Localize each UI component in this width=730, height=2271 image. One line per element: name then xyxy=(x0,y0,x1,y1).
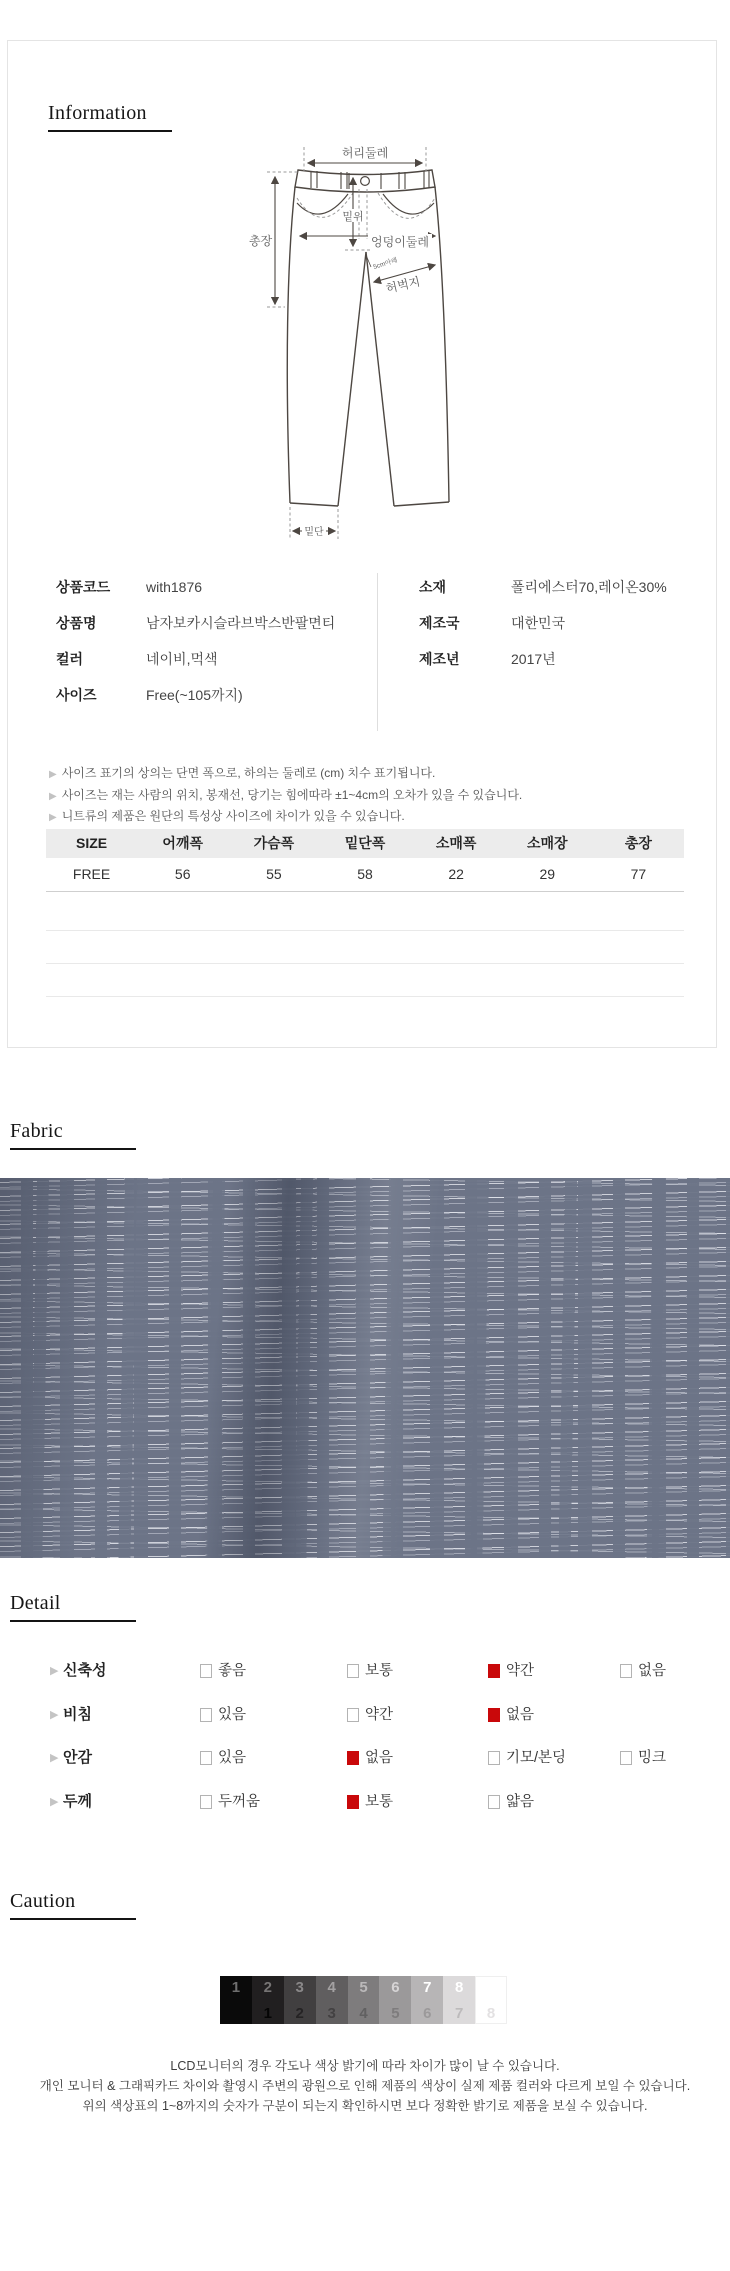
checkbox-icon xyxy=(488,1795,500,1809)
information-section xyxy=(7,40,717,1048)
size-table-cell: 22 xyxy=(448,866,464,882)
spec-label: 사이즈 xyxy=(56,687,97,703)
grayscale-cell xyxy=(284,1976,316,2024)
diagram-total-length-label: 총장 xyxy=(249,234,273,248)
spec-row xyxy=(56,649,376,669)
triangle-bullet-icon: ▶ xyxy=(50,1752,59,1764)
caution-note: LCD모니터의 경우 각도나 색상 밝기에 따라 차이가 많이 날 수 있습니다. xyxy=(170,2059,560,2073)
size-table-cell: 56 xyxy=(174,866,191,882)
detail-option-label: 보통 xyxy=(365,1794,394,1810)
detail-option-label: 없음 xyxy=(638,1663,667,1679)
spec-row xyxy=(419,649,709,669)
detail-option-label: 밍크 xyxy=(638,1750,667,1766)
detail-row-label: 비침 xyxy=(63,1706,92,1723)
grayscale-bottom-number: 8 xyxy=(486,2005,496,2022)
triangle-bullet-icon: ▶ xyxy=(49,812,57,823)
size-table-header-cell: 소매폭 xyxy=(435,835,477,851)
size-table-cell: FREE xyxy=(72,866,111,882)
spec-row xyxy=(419,613,709,633)
spec-value: 폴리에스터70,레이온30% xyxy=(511,579,667,595)
grayscale-cell xyxy=(316,1976,348,2024)
spec-label: 상품코드 xyxy=(56,579,111,595)
checkbox-icon xyxy=(347,1751,359,1765)
size-table-header-cell: 어깨폭 xyxy=(162,835,203,851)
checkbox-icon xyxy=(200,1708,212,1722)
grayscale-cell xyxy=(348,1976,380,2024)
detail-row xyxy=(0,1747,730,1769)
caution-note: 개인 모니터 & 그래픽카드 차이와 촬영시 주변의 광원으로 인해 제품의 색상이 실제 제품 컬러와 다르게 보일 수 있습니다. xyxy=(39,2079,691,2093)
size-table-cell: 55 xyxy=(266,866,282,882)
fabric-heading: Fabric xyxy=(10,1120,136,1150)
grayscale-calibration-bar xyxy=(220,1976,507,2024)
grayscale-cell xyxy=(379,1976,411,2024)
size-note xyxy=(49,806,405,826)
detail-option-label: 약간 xyxy=(365,1707,394,1723)
grayscale-cell xyxy=(220,1976,252,2024)
triangle-bullet-icon: ▶ xyxy=(49,769,57,780)
detail-option-label: 기모/본딩 xyxy=(506,1750,567,1766)
grayscale-top-number: 7 xyxy=(423,1979,432,1996)
size-table-empty-row xyxy=(46,964,684,997)
spec-value: 대한민국 xyxy=(511,615,566,631)
caution-note: 위의 색상표의 1~8까지의 숫자가 구분이 되는지 확인하시면 보다 정확한 밝기로 제품을 보실 수 있습니다. xyxy=(82,2099,648,2113)
grayscale-bottom-number: 5 xyxy=(391,2005,400,2022)
size-note xyxy=(49,763,435,783)
detail-row xyxy=(0,1704,730,1726)
grayscale-top-number: 4 xyxy=(327,1979,336,1996)
grayscale-bottom-number: 1 xyxy=(263,2005,272,2022)
grayscale-bottom-number: 6 xyxy=(423,2005,432,2022)
spec-row xyxy=(56,577,376,597)
checkbox-icon xyxy=(488,1751,500,1765)
grayscale-top-number: 1 xyxy=(231,1979,241,1996)
spec-row xyxy=(56,613,376,633)
size-table-row xyxy=(46,858,684,892)
pants-measurement-diagram xyxy=(241,91,466,561)
size-table-header-cell: 소매장 xyxy=(526,835,568,851)
spec-value: Free(~105까지) xyxy=(146,687,243,703)
detail-row-label: 신축성 xyxy=(63,1662,107,1679)
checkbox-icon xyxy=(347,1708,359,1722)
diagram-thigh-label: 허벅지 xyxy=(384,274,422,296)
detail-option-label: 보통 xyxy=(365,1663,394,1679)
grayscale-cell xyxy=(411,1976,443,2024)
diagram-5cm-label: 5cm아래 xyxy=(372,256,399,271)
detail-option-label: 얇음 xyxy=(506,1794,535,1810)
size-table-header-cell: 가슴폭 xyxy=(253,835,295,851)
spec-value: 네이비,먹색 xyxy=(146,651,218,667)
size-table-cell: 29 xyxy=(539,866,556,882)
grayscale-top-number: 5 xyxy=(359,1979,368,1996)
spec-row xyxy=(419,577,709,597)
grayscale-bottom-number: 3 xyxy=(327,2005,336,2022)
checkbox-icon xyxy=(620,1751,632,1765)
grayscale-cell xyxy=(443,1976,475,2024)
detail-option-label: 있음 xyxy=(218,1750,247,1766)
detail-option-label: 좋음 xyxy=(218,1663,247,1679)
checkbox-icon xyxy=(488,1708,500,1722)
spec-value: 남자보카시슬라브박스반팔면티 xyxy=(146,615,336,631)
detail-heading: Detail xyxy=(10,1592,136,1622)
spec-label: 소재 xyxy=(419,579,447,595)
checkbox-icon xyxy=(488,1664,500,1678)
detail-row-label: 두께 xyxy=(63,1793,92,1810)
detail-option-label: 있음 xyxy=(218,1707,247,1723)
grayscale-top-number: 6 xyxy=(391,1979,400,1996)
detail-row xyxy=(0,1791,730,1813)
diagram-waist-label: 허리둘레 xyxy=(341,146,389,160)
spec-value: with1876 xyxy=(146,579,203,595)
grayscale-top-number: 8 xyxy=(455,1979,464,1996)
size-note xyxy=(49,785,522,805)
checkbox-icon xyxy=(200,1664,212,1678)
size-table-header-cell: 밑단폭 xyxy=(344,835,386,851)
spec-divider xyxy=(377,573,378,731)
information-heading: Information xyxy=(48,102,172,132)
checkbox-icon xyxy=(200,1795,212,1809)
checkbox-icon xyxy=(347,1664,359,1678)
spec-row xyxy=(56,685,376,705)
grayscale-bottom-number: 7 xyxy=(455,2005,464,2022)
size-table xyxy=(46,829,684,997)
checkbox-icon xyxy=(620,1664,632,1678)
size-note-text: 사이즈 표기의 상의는 단면 폭으로, 하의는 둘레로 (cm) 치수 표기됩니다. xyxy=(61,766,436,780)
size-table-empty-row xyxy=(46,931,684,964)
grayscale-top-number: 2 xyxy=(263,1979,272,1996)
spec-value: 2017년 xyxy=(511,651,556,667)
size-table-cell: 58 xyxy=(357,866,373,882)
detail-row xyxy=(0,1660,730,1682)
detail-option-label: 없음 xyxy=(365,1750,394,1766)
size-table-cell: 77 xyxy=(630,866,647,882)
size-note-text: 사이즈는 재는 사람의 위치, 봉재선, 당기는 힘에따라 ±1~4cm의 오차가 있을 수 있습니다. xyxy=(61,788,523,802)
spec-label: 제조년 xyxy=(419,651,460,667)
triangle-bullet-icon: ▶ xyxy=(49,791,57,802)
triangle-bullet-icon: ▶ xyxy=(50,1796,59,1808)
diagram-hem-label: 밑단 xyxy=(304,527,324,538)
detail-option-label: 두꺼움 xyxy=(218,1794,261,1810)
grayscale-bottom-number: 2 xyxy=(295,2005,304,2022)
diagram-rise-label: 밑위 xyxy=(342,211,364,223)
size-table-header-cell: SIZE xyxy=(76,835,108,851)
spec-label: 제조국 xyxy=(419,615,460,631)
checkbox-icon xyxy=(200,1751,212,1765)
fabric-photo xyxy=(0,1178,730,1558)
detail-option-label: 약간 xyxy=(506,1663,535,1679)
detail-option-label: 없음 xyxy=(506,1707,535,1723)
size-table-header xyxy=(46,829,684,858)
diagram-hip-label: 엉덩이둘레 xyxy=(371,235,429,249)
detail-row-label: 안감 xyxy=(63,1749,92,1766)
grayscale-bottom-number: 4 xyxy=(359,2005,368,2022)
caution-heading: Caution xyxy=(10,1890,136,1920)
size-table-header-cell: 총장 xyxy=(624,835,652,851)
triangle-bullet-icon: ▶ xyxy=(50,1665,59,1677)
size-note-text: 니트류의 제품은 원단의 특성상 사이즈에 차이가 있을 수 있습니다. xyxy=(61,809,405,823)
grayscale-cell xyxy=(252,1976,284,2024)
triangle-bullet-icon: ▶ xyxy=(50,1709,59,1721)
checkbox-icon xyxy=(347,1795,359,1809)
spec-label: 상품명 xyxy=(56,615,97,631)
size-table-empty-row xyxy=(46,892,684,931)
spec-label: 컬러 xyxy=(56,651,84,667)
grayscale-top-number: 3 xyxy=(295,1979,304,1996)
grayscale-cell xyxy=(475,1976,507,2024)
